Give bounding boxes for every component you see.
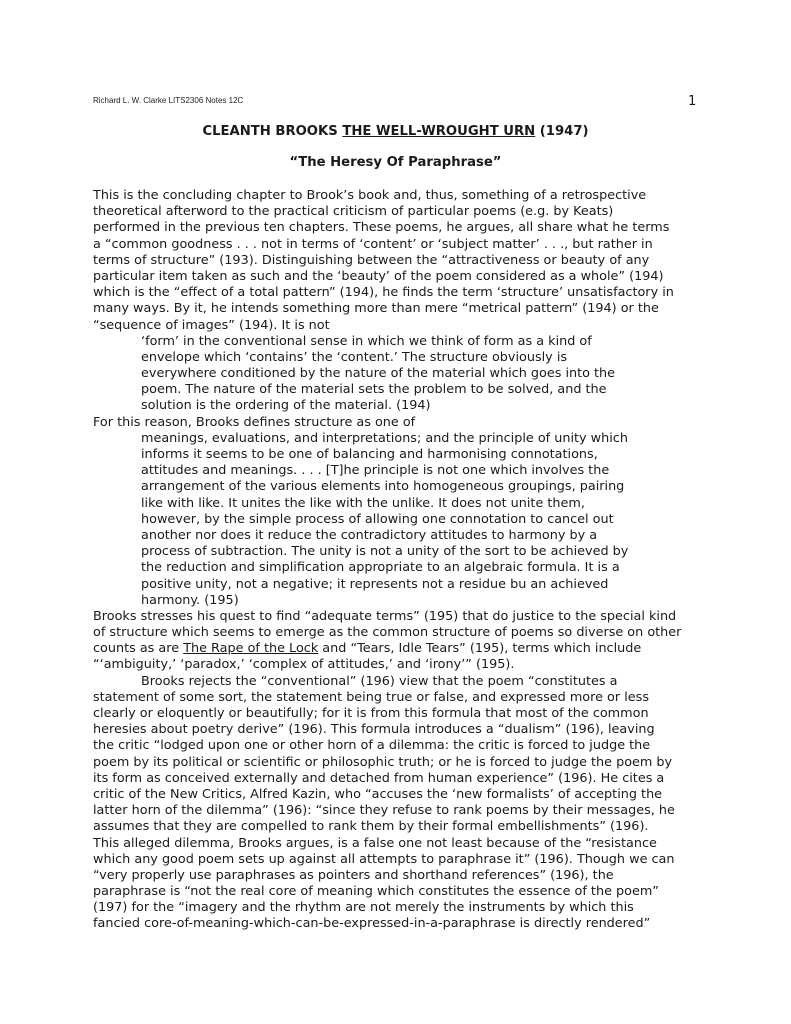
chapter-subtitle: “The Heresy Of Paraphrase”: [289, 155, 502, 170]
title-year: (1947): [535, 124, 589, 139]
text-line: performed in the previous ten chapters. These poems, he argues, all share what he terms: [93, 220, 670, 236]
text-line: poem by its political or scientific or philosophic truth; or he is forced to judge the poem by: [93, 754, 673, 770]
text-line: “very properly use paraphrases as pointers and shorthand references” (196), the: [93, 867, 614, 883]
book-title: THE WELL-WROUGHT URN: [342, 124, 536, 139]
text-line: many ways. By it, he intends something more than mere “metrical pattern” (194) or the: [93, 301, 659, 317]
paragraph-first-line: Brooks rejects the “conventional” (196) view that the poem “constitutes a: [141, 673, 618, 689]
text-line: This is the concluding chapter to Brook’s book and, thus, something of a retrospective: [93, 188, 647, 203]
quote-line: meanings, evaluations, and interpretations; and the principle of unity which: [141, 430, 628, 446]
text-line: a “common goodness . . . not in terms of ‘content’ or ‘subject matter’ . . ., but rather in: [93, 236, 653, 252]
text-line: which is the “effect of a total pattern” (194), he finds the term ‘structure’ unsatisfactory in: [93, 285, 674, 301]
text-line: critic of the New Critics, Alfred Kazin, who “accuses the ‘new formalists’ of accepting the: [93, 786, 663, 802]
text-line: heresies about poetry derive” (196). This formula introduces a “dualism” (196), leaving: [93, 722, 655, 738]
text-line: “sequence of images” (194). It is not: [93, 317, 330, 333]
text-line: For this reason, Brooks defines structure as one of: [93, 414, 416, 430]
quote-line: another nor does it reduce the contradictory attitudes to harmony by a: [141, 527, 598, 543]
running-header: Richard L. W. Clarke LITS2306 Notes 12C: [93, 96, 244, 105]
text-line: Brooks stresses his quest to find “adequate terms” (195) that do justice to the special kind: [93, 608, 677, 624]
page-title: [93, 124, 698, 139]
text-line: This alleged dilemma, Brooks argues, is a false one not least because of the “resistance: [93, 835, 657, 851]
quote-line: arrangement of the various elements into homogeneous groupings, pairing: [141, 479, 625, 495]
text-line: which any good poem sets up against all attempts to paraphrase it” (196). Though we can: [93, 851, 675, 867]
text-line: its form as conceived externally and detached from human experience” (196). He cites a: [93, 770, 665, 786]
text-line: (197) for the “imagery and the rhythm are not merely the instruments by which this: [93, 900, 634, 916]
text-line: “‘ambiguity,’ ‘paradox,’ ‘complex of attitudes,’ and ‘irony’” (195).: [93, 657, 515, 673]
quote-line: positive unity, not a negative; it represents not a residue bu an achieved: [141, 576, 609, 592]
quote-line: ‘form’ in the conventional sense in which we think of form as a kind of: [141, 333, 592, 349]
body-text: [93, 188, 713, 933]
text-line: statement of some sort, the statement being true or false, and expressed more or less: [93, 689, 649, 705]
page-number: 1: [688, 94, 697, 109]
quote-line: attitudes and meanings. . . . [T]he principle is not one which involves the: [141, 463, 610, 479]
text-line: clearly or eloquently or beautifully; for it is from this formula that most of the common: [93, 706, 649, 721]
quote-line: like with like. It unites the like with the unlike. It does not unite them,: [141, 495, 585, 511]
quote-line: poem. The nature of the material sets the problem to be solved, and the: [141, 382, 607, 398]
text-line: theoretical afterword to the practical criticism of particular poems (e.g. by Keats): [93, 204, 614, 220]
work-title-rape-of-the-lock: The Rape of the Lock: [183, 641, 319, 657]
text-line: paraphrase is “not the real core of meaning which constitutes the essence of the poem”: [93, 884, 659, 900]
quote-line: process of subtraction. The unity is not a unity of the sort to be achieved by: [141, 544, 629, 560]
line-prefix: counts as are: [93, 641, 184, 657]
title-prefix: CLEANTH BROOKS: [202, 124, 343, 139]
text-line: fancied core-of-meaning-which-can-be-expressed-in-a-paraphrase is directly rendered”: [93, 916, 651, 932]
line-suffix: and “Tears, Idle Tears” (195), terms which include: [318, 641, 642, 657]
quote-line: however, by the simple process of allowing one connotation to cancel out: [141, 511, 614, 527]
quote-line: envelope which ‘contains’ the ‘content.’ The structure obviously is: [141, 349, 568, 365]
quote-line: informs it seems to be one of balancing and harmonising connotations,: [141, 447, 598, 462]
quote-line: solution is the ordering of the material. (194): [141, 398, 431, 414]
text-line: [93, 641, 713, 657]
text-line: of structure which seems to emerge as the common structure of poems so diverse on other: [93, 625, 682, 641]
quote-line: everywhere conditioned by the nature of the material which goes into the: [141, 366, 616, 382]
text-line: latter horn of the dilemma” (196): “since they refuse to rank poems by their messages, he: [93, 803, 675, 819]
quote-line: harmony. (195): [141, 592, 239, 608]
text-line: terms of structure” (193). Distinguishing between the “attractiveness or beauty of any: [93, 252, 650, 268]
text-line: the critic “lodged upon one or other horn of a dilemma: the critic is forced to judge the: [93, 738, 651, 754]
text-line: particular item taken as such and the ‘beauty’ of the poem considered as a whole” (194): [93, 268, 664, 284]
quote-line: the reduction and simplification appropriate to an algebraic formula. It is a: [141, 560, 620, 576]
text-line: assumes that they are compelled to rank them by their formal embellishments” (196).: [93, 819, 649, 835]
